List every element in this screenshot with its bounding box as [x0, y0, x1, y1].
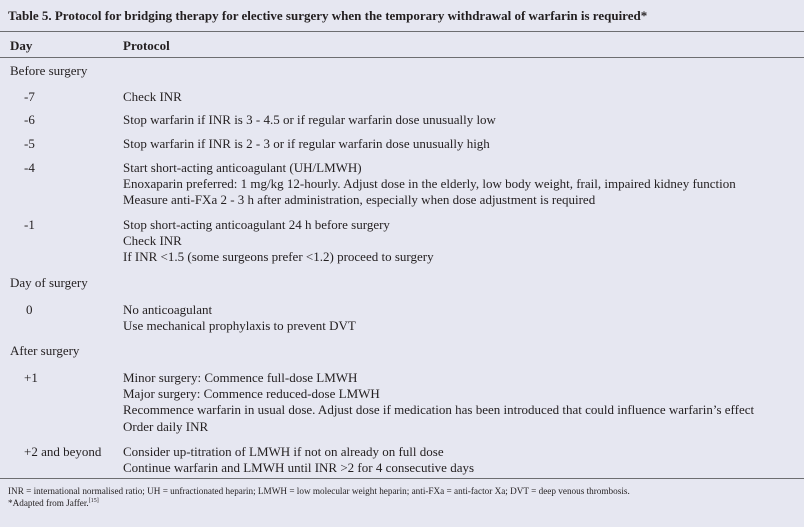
row-day: -7: [24, 89, 35, 104]
column-header-protocol: Protocol: [123, 38, 170, 53]
footnote-abbreviations: INR = international normalised ratio; UH = unfractionated heparin; LMWH = low molecular weight heparin; anti-FXa = anti-factor Xa; DVT = deep venous thrombosis.: [8, 486, 630, 496]
row-protocol: [123, 370, 754, 435]
row-protocol: [123, 160, 736, 209]
row-protocol: [123, 89, 182, 105]
row-protocol: [123, 136, 490, 152]
row-protocol: [123, 217, 434, 266]
protocol-line: Major surgery: Commence reduced-dose LMWH: [123, 386, 380, 402]
row-day: 0: [26, 302, 33, 317]
protocol-line: If INR <1.5 (some surgeons prefer <1.2) proceed to surgery: [123, 249, 434, 265]
row-day: -1: [24, 217, 35, 232]
protocol-line: Start short-acting anticoagulant (UH/LMWH): [123, 160, 362, 175]
protocol-line: Stop warfarin if INR is 3 - 4.5 or if regular warfarin dose unusually low: [123, 112, 496, 127]
section-after-surgery: After surgery: [10, 343, 80, 358]
protocol-line: Measure anti-FXa 2 - 3 h after administration, especially when dose adjustment is required: [123, 192, 596, 208]
protocol-line: Consider up-titration of LMWH if not on already on full dose: [123, 444, 444, 459]
row-day: -4: [24, 160, 35, 175]
protocol-line: No anticoagulant: [123, 302, 213, 317]
row-day: +2 and beyond: [24, 444, 102, 459]
protocol-line: Enoxaparin preferred: 1 mg/kg 12-hourly. Adjust dose in the elderly, low body weight, frail, impaired kidney function: [123, 176, 736, 192]
row-day: +1: [24, 370, 38, 385]
section-day-of-surgery: Day of surgery: [10, 275, 88, 290]
column-header-day: Day: [10, 38, 33, 53]
row-protocol: [123, 444, 474, 476]
protocol-line: Continue warfarin and LMWH until INR >2 for 4 consecutive days: [123, 460, 475, 476]
protocol-line: Check INR: [123, 89, 182, 104]
protocol-line: Minor surgery: Commence full-dose LMWH: [123, 370, 358, 385]
top-rule: [0, 31, 804, 32]
protocol-line: Recommence warfarin in usual dose. Adjust dose if medication has been introduced that could influence warfarin’s effect: [123, 402, 755, 418]
bottom-rule: [0, 478, 804, 479]
protocol-line: Use mechanical prophylaxis to prevent DVT: [123, 318, 356, 334]
table-title: Table 5. Protocol for bridging therapy for elective surgery when the temporary withdrawal of warfarin is required*: [8, 8, 648, 23]
row-protocol: [123, 302, 356, 334]
row-day: -6: [24, 112, 35, 127]
row-day: -5: [24, 136, 35, 151]
protocol-line: Stop warfarin if INR is 2 - 3 or if regular warfarin dose unusually high: [123, 136, 490, 151]
footnote-source: [8, 497, 99, 509]
footnote-adapted: *Adapted from Jaffer.: [8, 498, 89, 508]
protocol-line: Order daily INR: [123, 418, 209, 434]
section-before-surgery: Before surgery: [10, 63, 88, 78]
protocol-line: Check INR: [123, 233, 182, 249]
footnote-reference: [15]: [88, 497, 99, 504]
protocol-line: Stop short-acting anticoagulant 24 h before surgery: [123, 217, 390, 232]
header-rule: [0, 57, 804, 58]
row-protocol: [123, 112, 496, 128]
